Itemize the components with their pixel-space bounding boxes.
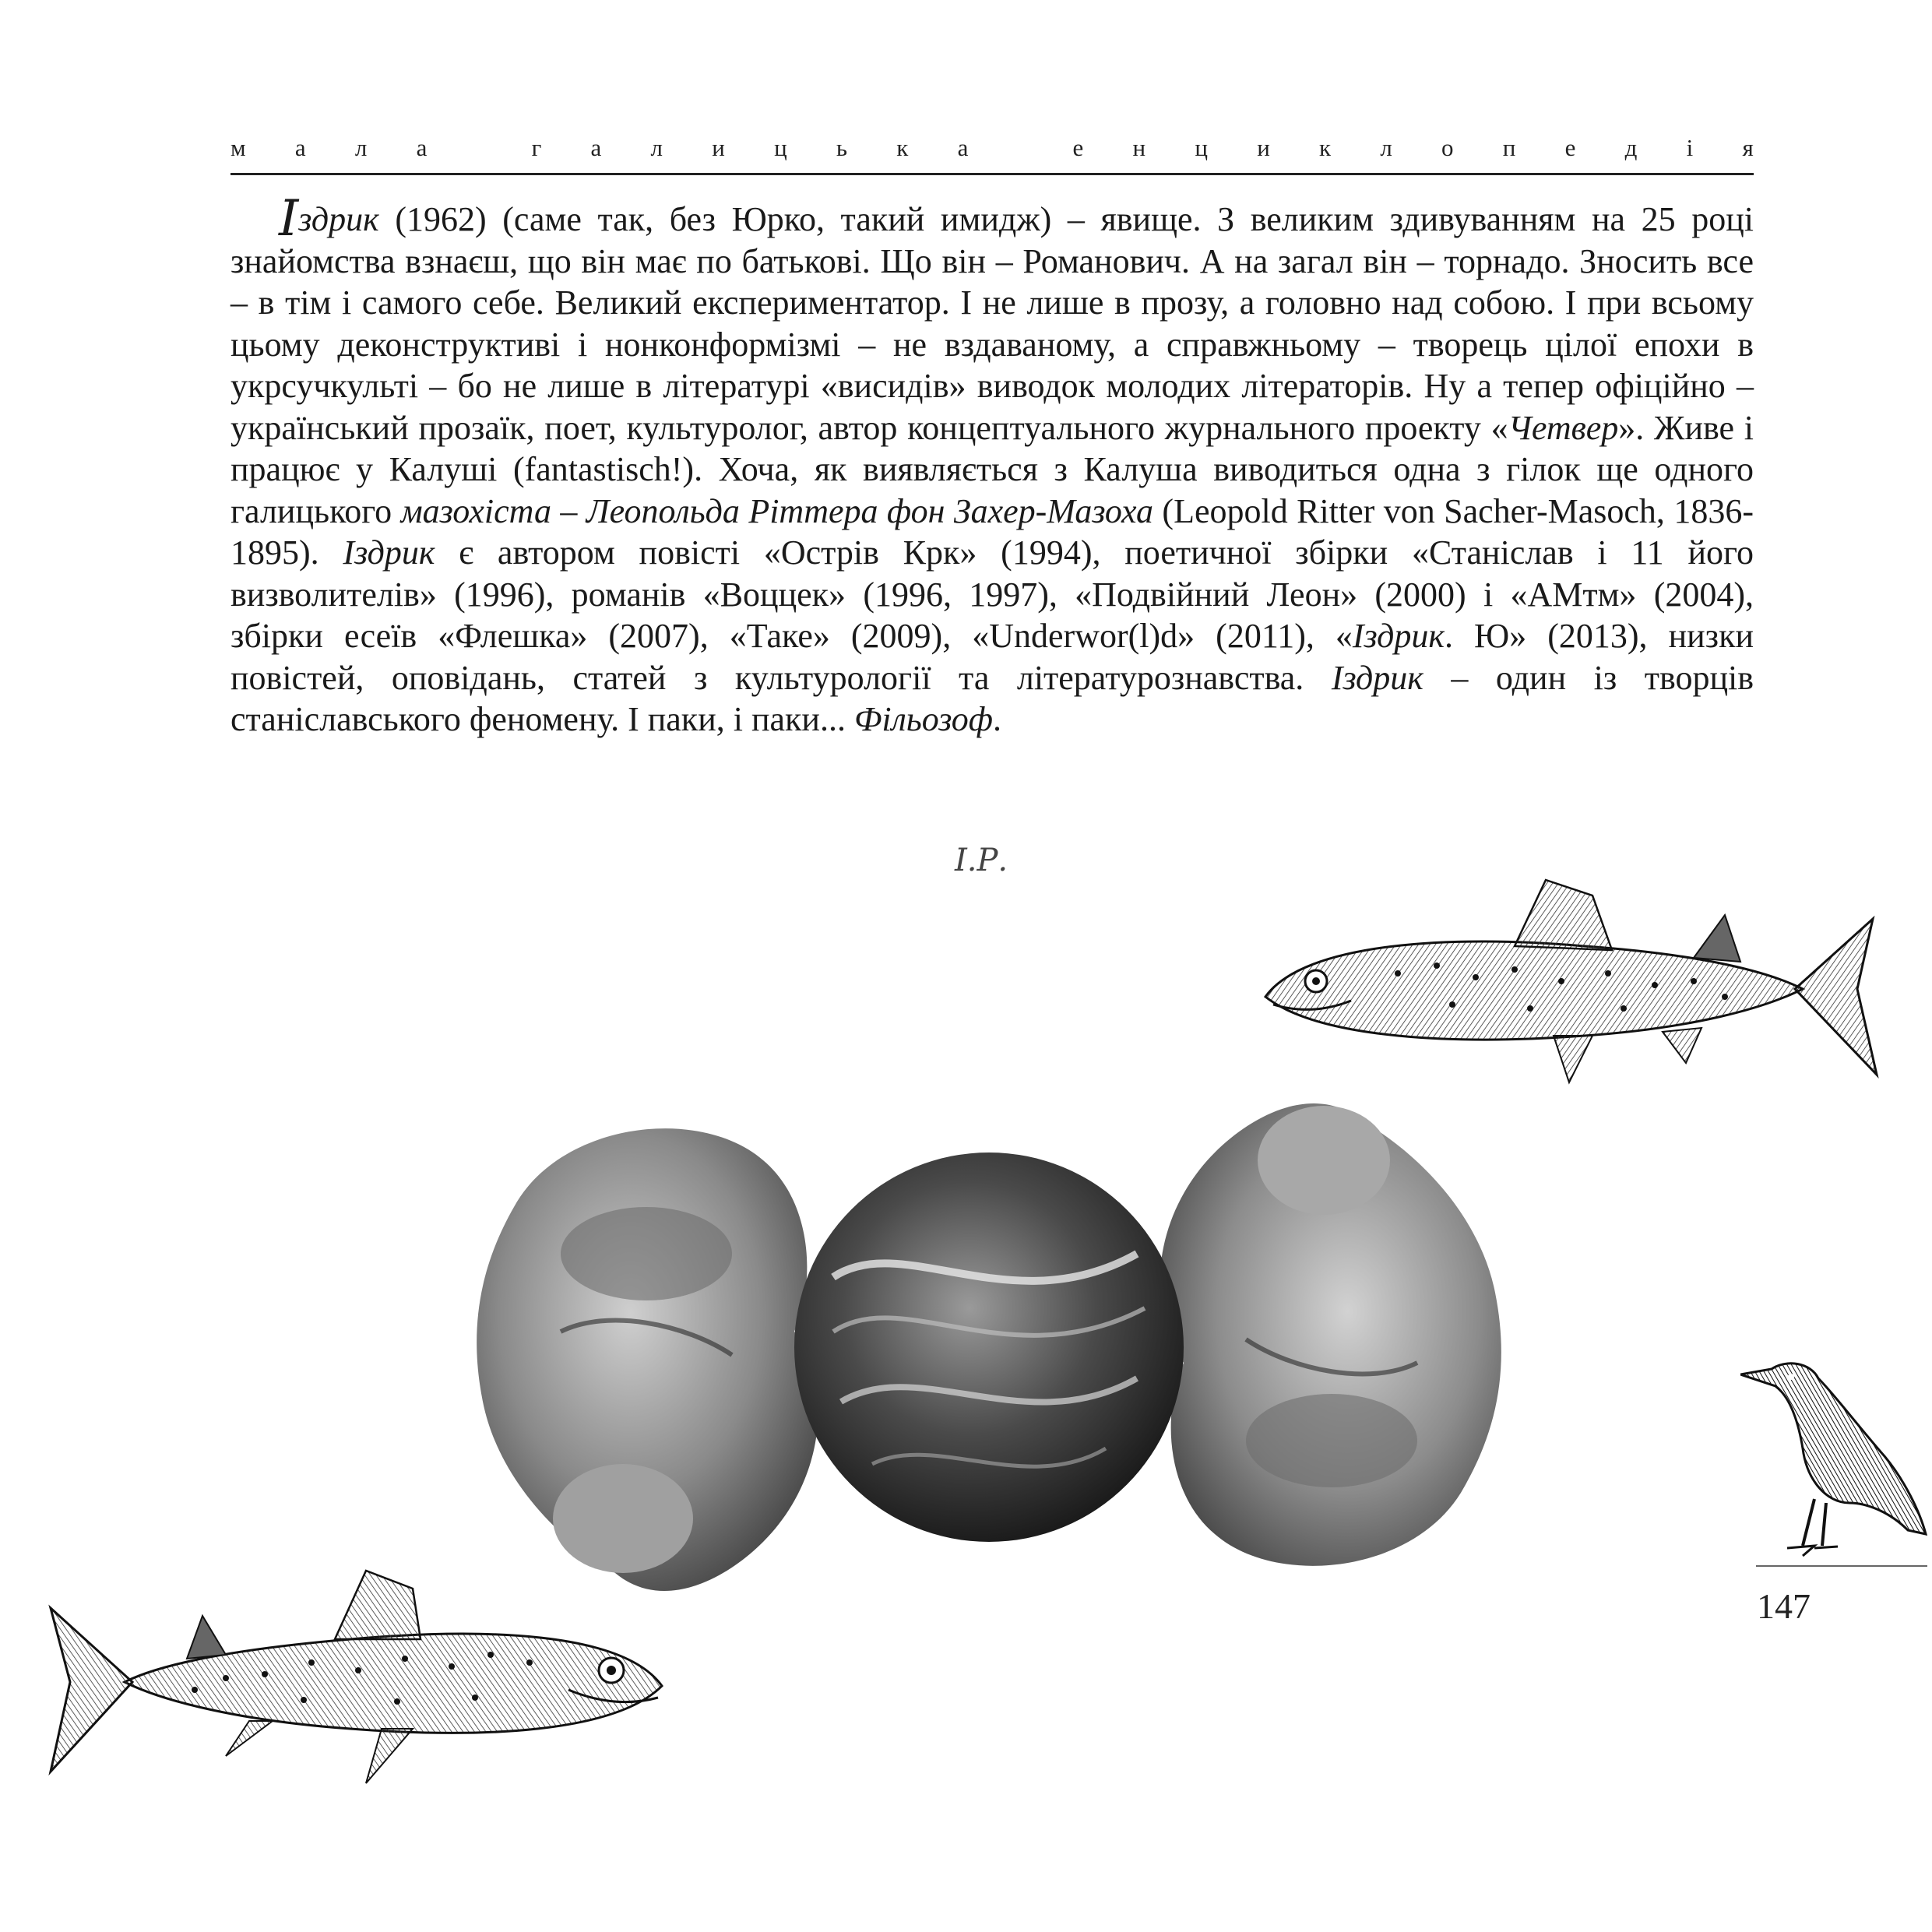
italic-text-segment: Іздрик: [1352, 617, 1445, 655]
running-head-letter: и: [712, 134, 725, 161]
running-head-letter: е: [1072, 134, 1084, 161]
italic-text-segment: мазохіста – Леопольда Ріттера фон Захер-Мазоха: [400, 491, 1153, 530]
running-head-letter: о: [1441, 134, 1454, 161]
header-rule: [231, 173, 1754, 175]
text-segment: ». Живе і працює у Калуші (fantastisch!). Хоча, як виявляється з Калуша виводиться одна з гілок ще одного галицького: [231, 408, 1754, 530]
running-head-letter: а: [294, 134, 306, 161]
running-head-letter: і: [1686, 134, 1694, 161]
italic-text-segment: Четвер: [1508, 408, 1619, 447]
running-head-letter: к: [1319, 134, 1332, 161]
running-head-letter: м: [231, 134, 246, 161]
text-segment: .: [993, 700, 1002, 738]
crow-ground-rule: [1756, 1565, 1927, 1567]
fish-bottom-illustration: [47, 1561, 670, 1795]
running-head-letter: и: [1257, 134, 1270, 161]
italic-text-segment: Іздрик: [1331, 658, 1423, 697]
figure-collage-illustration: [467, 1075, 1511, 1620]
drop-cap: І: [279, 190, 299, 248]
crow-illustration: [1740, 1355, 1927, 1565]
running-head-letter: г: [531, 134, 542, 161]
fish-top-illustration: [1258, 872, 1881, 1098]
italic-text-segment: Іздрик: [343, 533, 435, 572]
running-head-letter: л: [1380, 134, 1392, 161]
running-head-letter: [1018, 134, 1024, 162]
running-head-letter: н: [1132, 134, 1146, 161]
running-head-letter: д: [1624, 134, 1638, 161]
running-head-letter: а: [416, 134, 428, 161]
running-head-letter: ь: [836, 134, 848, 161]
article-paragraph: [231, 190, 1754, 741]
running-head-letter: к: [896, 134, 909, 161]
text-segment: є автором повісті «Острів Крк» (1994), поетичної збірки «Станіслав і 11 його визволителів» (1996), романів «Воццек» (1996, 1997), «Подвійний Леон» (2000) і «АМтм» (2004), збірки есеїв «Флешка» (2007), «Таке» (2009), «Underwor(l)d» (2011), «: [231, 533, 1754, 655]
italic-text-segment: Фільозоф: [853, 700, 994, 738]
page-number: 147: [1757, 1586, 1811, 1626]
running-head-letter: ц: [1195, 134, 1208, 161]
author-signature: І.Р.: [955, 843, 1008, 878]
running-head-letter: п: [1502, 134, 1516, 161]
text-segment: – один із творців станіславського феномену. І паки, і паки...: [231, 658, 1754, 738]
running-head: [231, 134, 1754, 162]
running-head-letter: л: [354, 134, 368, 161]
running-head-letter: [477, 134, 483, 162]
article-body: [231, 190, 1754, 741]
running-head-letter: е: [1564, 134, 1576, 161]
text-segment: . Ю» (2013), низки повістей, оповідань, статей з культурології та літературознавства.: [231, 617, 1754, 697]
text-segment: (Leopold Ritter von Sacher-Masoch, 1836-1895).: [231, 491, 1754, 572]
running-head-letter: я: [1742, 134, 1754, 161]
running-head-letter: ц: [774, 134, 787, 161]
running-head-letter: а: [590, 134, 602, 161]
running-head-letter: а: [957, 134, 969, 161]
text-segment: (1962) (саме так, без Юрко, такий имидж) – явище. З великим здивуванням на 25 році знайомства взнаєш, що він має по батькові. Що він – Романович. А на загал він – торнадо. Зносить все – в тім і самого себе. Великий експериментатор. І не лише в прозу, а головно над собою. І при всьому цьому деконструктиві і нонконформізмі – не вздаваному, а справжньому – творець цілої епохи в укрсучкульті – бо не лише в літературі «висидів» виводок молодих літераторів. Ну а тепер офіційно – український прозаїк, поет, культуролог, автор концептуального журнального проекту «: [231, 200, 1754, 447]
italic-text-segment: здрик: [298, 200, 379, 238]
running-head-letter: л: [650, 134, 663, 161]
